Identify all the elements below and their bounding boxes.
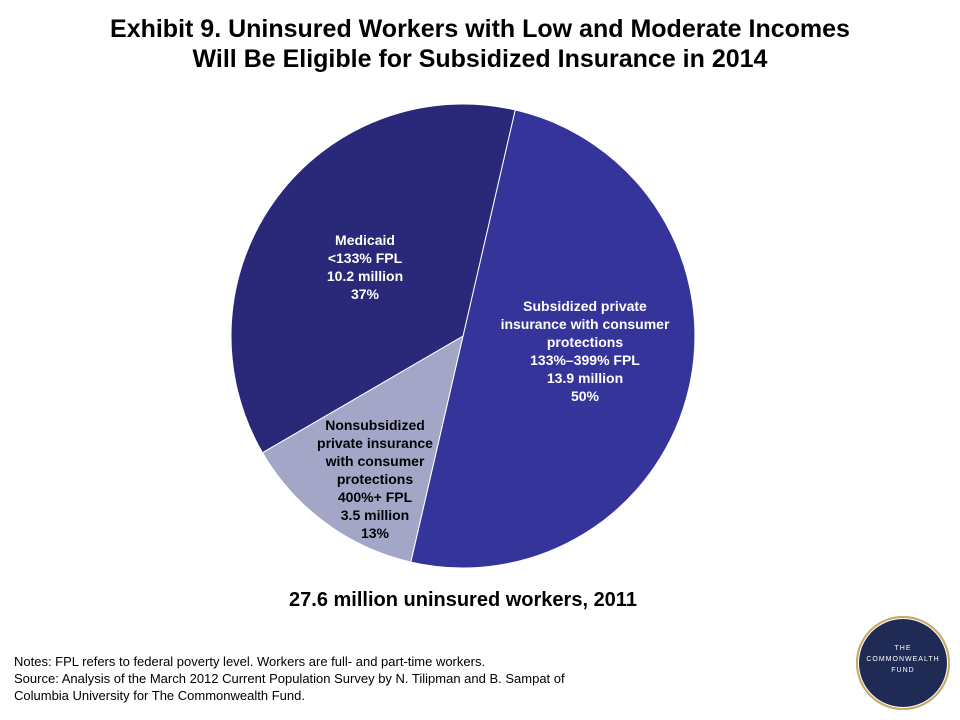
slice-label-line: protections — [336, 471, 414, 487]
slice-label-line: Nonsubsidized — [325, 417, 425, 433]
commonwealth-fund-logo — [856, 616, 950, 710]
slice-label-subsidized — [470, 297, 700, 405]
chart-title-line-1: Exhibit 9. Uninsured Workers with Low and Moderate Incomes — [110, 15, 850, 43]
slice-label-medicaid — [290, 231, 440, 303]
total-uninsured-label: 27.6 million uninsured workers, 2011 — [289, 589, 637, 611]
slice-label-line: with consumer — [325, 453, 425, 469]
notes-source — [14, 653, 834, 704]
logo-line-3: FUND — [891, 667, 915, 674]
notes-line-1: Notes: FPL refers to federal poverty level. Workers are full- and part-time workers. — [14, 654, 486, 669]
slice-label-nonsubsidized — [300, 416, 450, 542]
slice-label-line: 10.2 million — [326, 268, 404, 284]
slice-label-line: 13.9 million — [546, 370, 624, 386]
notes-line-2: Source: Analysis of the March 2012 Current Population Survey by N. Tilipman and B. Sampat of — [14, 671, 565, 686]
slice-label-line: insurance with consumer — [500, 316, 670, 332]
slice-label-line: 37% — [350, 286, 380, 302]
slice-label-line: Medicaid — [335, 232, 395, 248]
chart-title-line-2: Will Be Eligible for Subsidized Insurance in 2014 — [192, 45, 768, 73]
slice-label-line: private insurance — [317, 435, 433, 451]
slice-label-line: 3.5 million — [340, 507, 410, 523]
slice-label-line: 400%+ FPL — [337, 489, 413, 505]
slice-label-line: Subsidized private — [523, 298, 647, 314]
slice-label-line: 50% — [570, 388, 600, 404]
slice-label-line: <133% FPL — [327, 250, 403, 266]
slice-label-line: 133%–399% FPL — [530, 352, 640, 368]
slice-label-line: 13% — [360, 525, 390, 541]
slice-label-line: protections — [546, 334, 624, 350]
logo-line-1: THE — [894, 645, 912, 652]
notes-line-3: Columbia University for The Commonwealth Fund. — [14, 688, 305, 703]
logo-line-2: COMMONWEALTH — [866, 656, 940, 663]
